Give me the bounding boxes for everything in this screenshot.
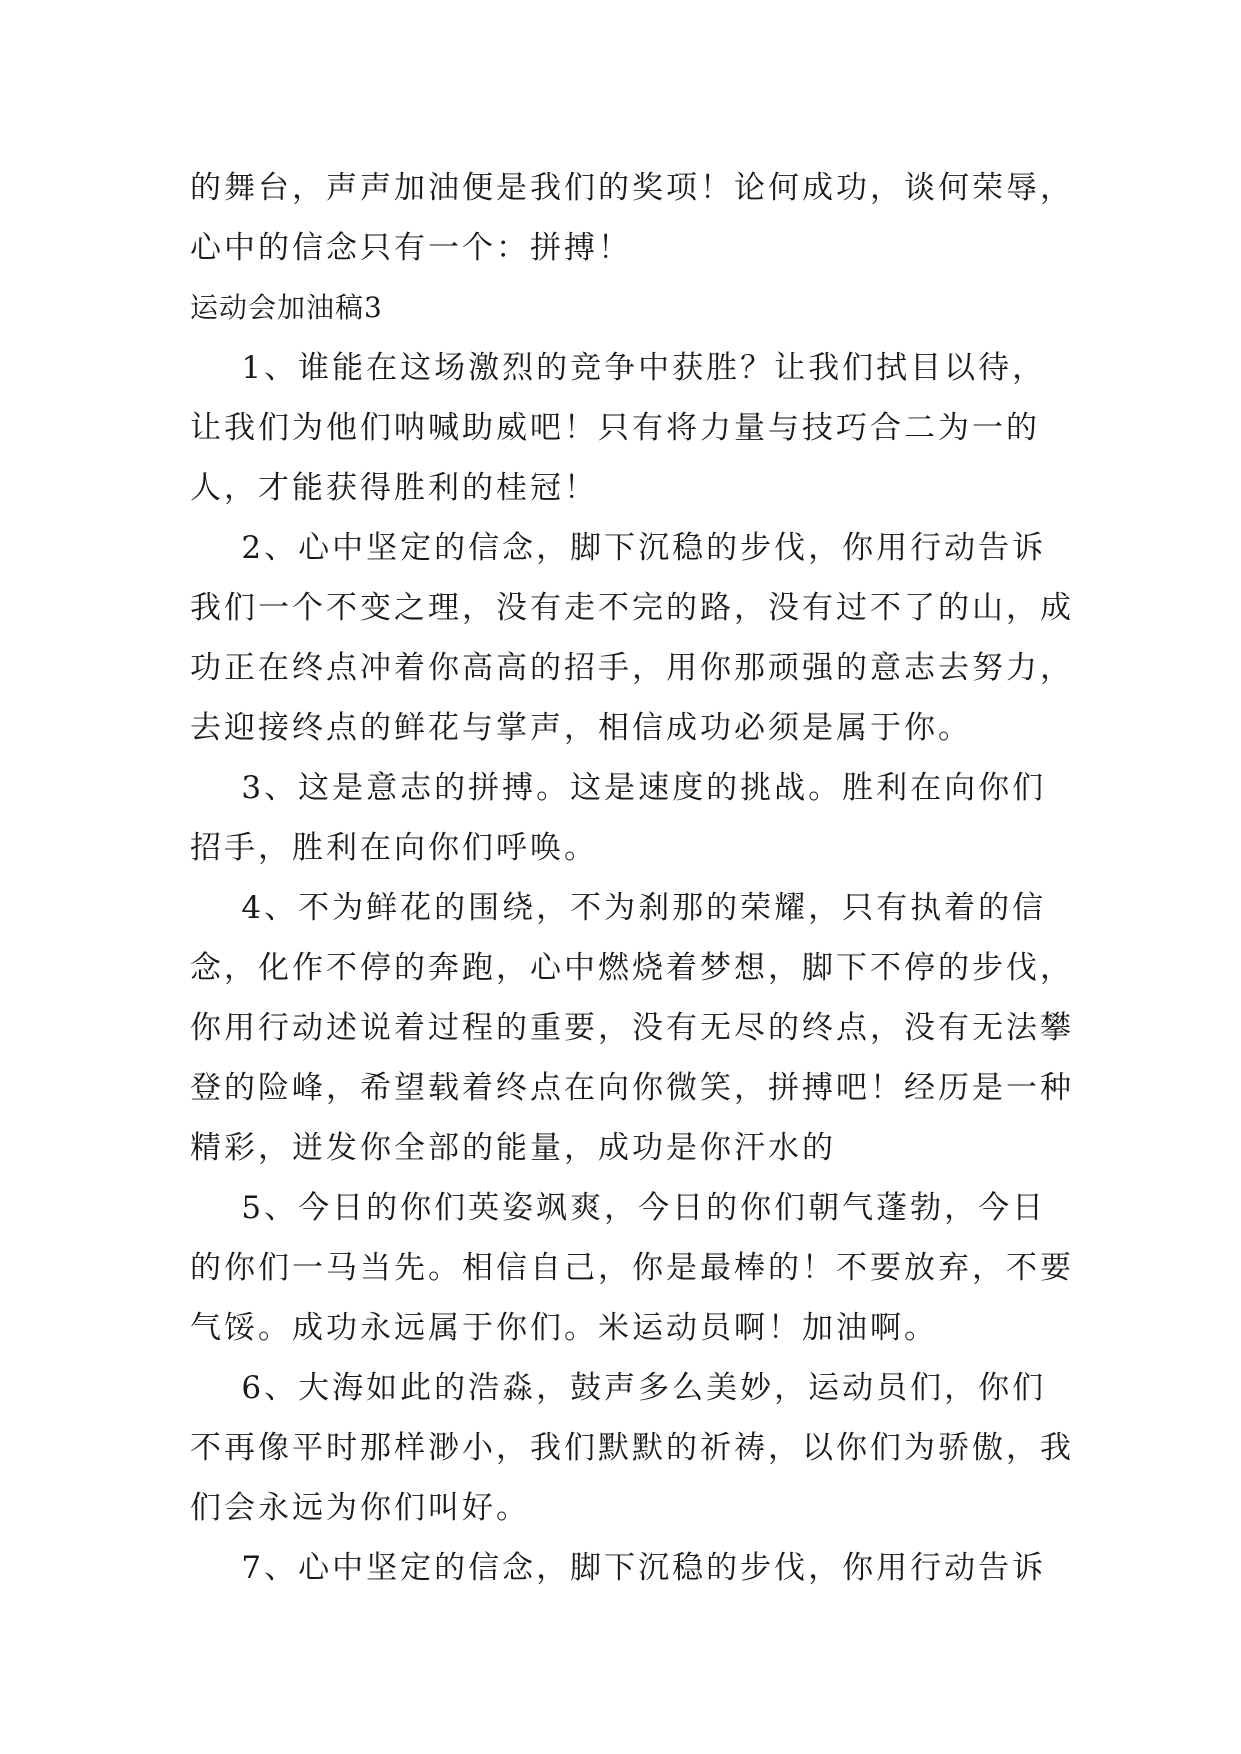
text-line: 1、谁能在这场激烈的竞争中获胜？让我们拭目以待， xyxy=(190,350,1047,386)
text-line: 招手，胜利在向你们呼唤。 xyxy=(190,830,598,866)
paragraph-3 xyxy=(190,758,1075,878)
text-line: 去迎接终点的鲜花与掌声，相信成功必须是属于你。 xyxy=(190,710,972,746)
text-line: 6、大海如此的浩淼，鼓声多么美妙，运动员们，你们 xyxy=(190,1370,1047,1406)
text-line: 念，化作不停的奔跑，心中燃烧着梦想，脚下不停的步伐， xyxy=(190,950,1074,986)
text-line: 的舞台，声声加油便是我们的奖项！论何成功，谈何荣辱， xyxy=(190,170,1074,206)
text-line: 2、心中坚定的信念，脚下沉稳的步伐，你用行动告诉 xyxy=(190,530,1047,566)
text-line: 7、心中坚定的信念，脚下沉稳的步伐，你用行动告诉 xyxy=(190,1550,1047,1586)
paragraph-7 xyxy=(190,1538,1075,1598)
text-line: 我们一个不变之理，没有走不完的路，没有过不了的山，成 xyxy=(190,590,1074,626)
text-line: 5、今日的你们英姿飒爽，今日的你们朝气蓬勃，今日 xyxy=(190,1190,1047,1226)
paragraph-4 xyxy=(190,878,1075,1178)
paragraph-6 xyxy=(190,1358,1075,1538)
document-body xyxy=(190,158,1075,1598)
text-line: 心中的信念只有一个：拼搏！ xyxy=(190,230,632,266)
text-line: 功正在终点冲着你高高的招手，用你那顽强的意志去努力， xyxy=(190,650,1074,686)
text-line: 人，才能获得胜利的桂冠！ xyxy=(190,470,598,506)
text-line: 4、不为鲜花的围绕，不为刹那的荣耀，只有执着的信 xyxy=(190,890,1047,926)
text-line: 你用行动述说着过程的重要，没有无尽的终点，没有无法攀 xyxy=(190,1010,1074,1046)
text-line: 精彩，迸发你全部的能量，成功是你汗水的 xyxy=(190,1130,836,1166)
text-line: 气馁。成功永远属于你们。米运动员啊！加油啊。 xyxy=(190,1310,938,1346)
text-line: 的你们一马当先。相信自己，你是最棒的！不要放弃，不要 xyxy=(190,1250,1074,1286)
text-line: 3、这是意志的拼搏。这是速度的挑战。胜利在向你们 xyxy=(190,770,1047,806)
paragraph-2 xyxy=(190,518,1075,758)
text-line: 登的险峰，希望载着终点在向你微笑，拼搏吧！经历是一种 xyxy=(190,1070,1074,1106)
paragraph-5 xyxy=(190,1178,1075,1358)
text-line: 们会永远为你们叫好。 xyxy=(190,1490,530,1526)
section-title: 运动会加油稿3 xyxy=(190,291,383,324)
paragraph-1 xyxy=(190,338,1075,518)
text-line: 让我们为他们呐喊助威吧！只有将力量与技巧合二为一的 xyxy=(190,410,1040,446)
text-line: 不再像平时那样渺小，我们默默的祈祷，以你们为骄傲，我 xyxy=(190,1430,1074,1466)
